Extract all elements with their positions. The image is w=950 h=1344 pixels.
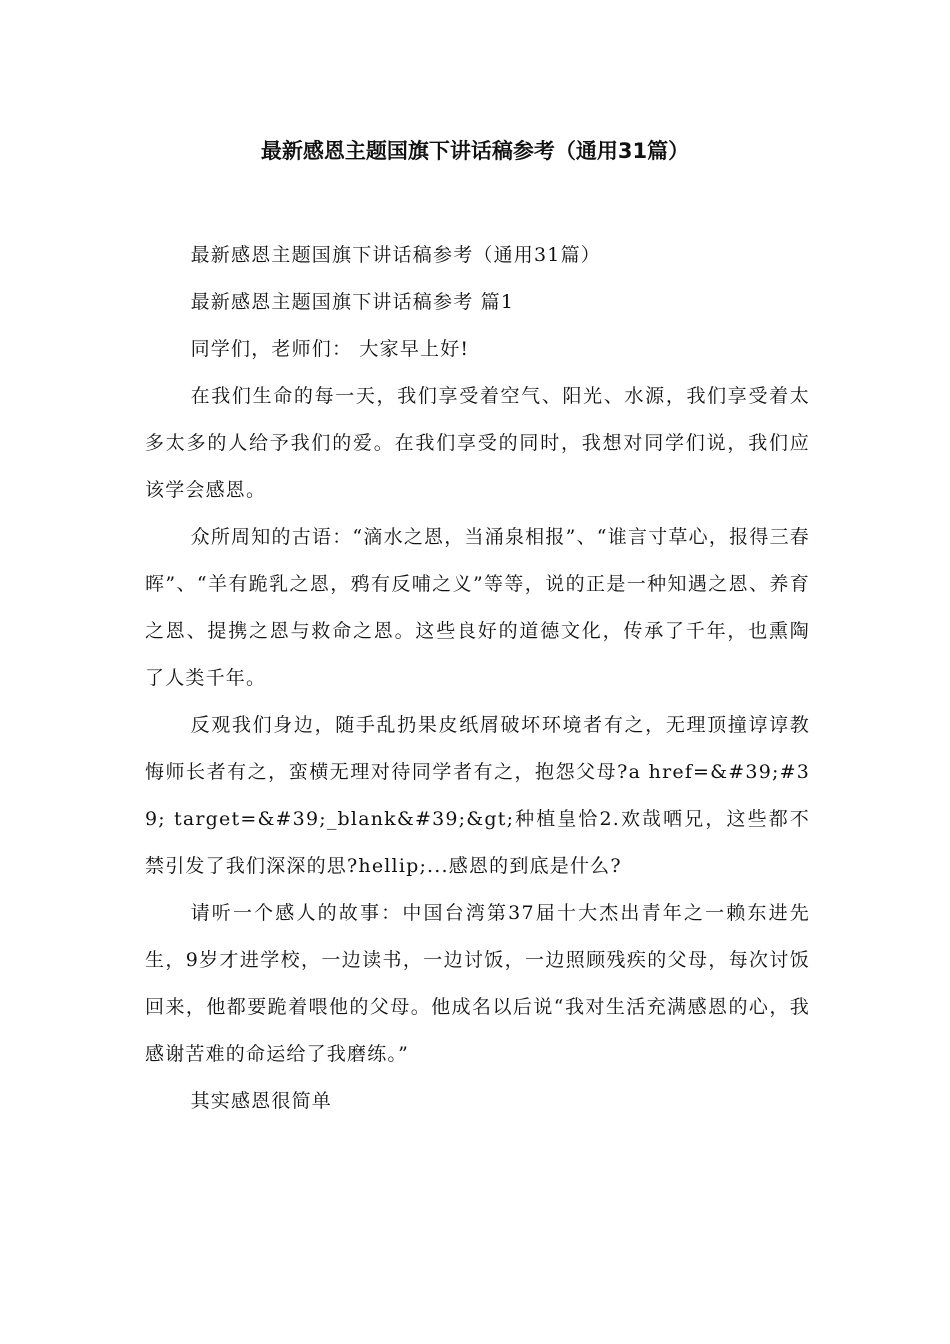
paragraph-section-title: 最新感恩主题国旗下讲话稿参考 篇1 [190,291,515,313]
paragraph: 在我们生命的每一天，我们享受着空气、阳光、水源，我们享受着太多太多的人给予我们的爱。在我们享受的同时，我想对同学们说，我们应该学会感恩。 [145,385,810,501]
document-body [145,232,810,1125]
paragraph: 众所周知的古语：“滴水之恩，当涌泉相报”、“谁言寸草心，报得三春晖”、“羊有跪乳之恩，鸦有反哺之义”等等，说的正是一种知遇之恩、养育之恩、提携之恩与救命之恩。这些良好的道德文化，传承了千年，也熏陶了人类千年。 [145,526,810,689]
document-title: 最新感恩主题国旗下讲话稿参考（通用31篇） [260,139,690,163]
paragraph-greeting: 同学们，老师们： 大家早上好! [190,338,470,360]
paragraph: 其实感恩很简单 [190,1090,332,1112]
paragraph-heading-repeat: 最新感恩主题国旗下讲话稿参考（通用31篇） [190,244,601,266]
paragraph: 请听一个感人的故事：中国台湾第37届十大杰出青年之一赖东进先生，9岁才进学校，一边读书，一边讨饭，一边照顾残疾的父母，每次讨饭回来，他都要跪着喂他的父母。他成名以后说“我对生活充满感恩的心，我感谢苦难的命运给了我磨练。” [145,902,810,1065]
paragraph: 反观我们身边，随手乱扔果皮纸屑破坏环境者有之，无理顶撞谆谆教悔师长者有之，蛮横无理对待同学者有之，抱怨父母?a href=&#39;#39; target=&#39;_blank&#39;&gt;种植皇恰2.欢哉哂兄，这些都不禁引发了我们深深的思?hellip;...感恩的到底是什么? [145,714,810,877]
